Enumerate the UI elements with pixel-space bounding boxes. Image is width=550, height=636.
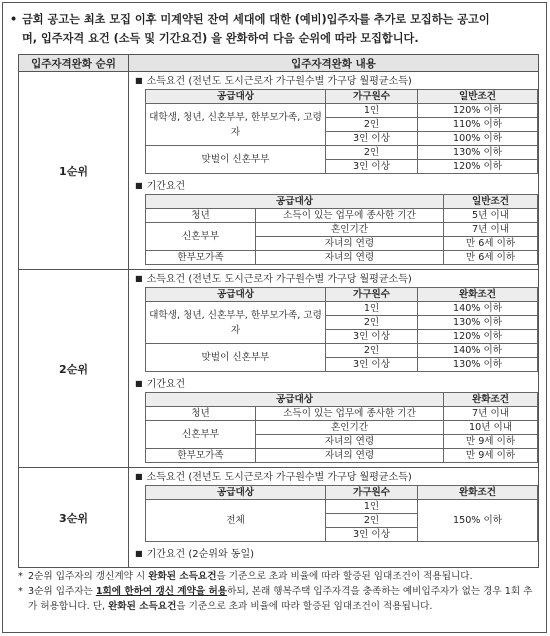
income-condition: 130% 이하 <box>418 316 538 330</box>
rank-1-period-table <box>145 194 538 265</box>
income-condition: 150% 이하 <box>418 500 538 542</box>
income-members: 2인 <box>326 344 418 358</box>
income-target-dual: 맞벌이 신혼부부 <box>146 344 326 372</box>
relaxation-table <box>18 54 539 568</box>
income-condition: 120% 이하 <box>418 160 538 174</box>
income-members: 2인 <box>326 514 418 528</box>
period-desc: 소득이 있는 업무에 종사한 기간 <box>256 209 444 223</box>
square-bullet-icon: ■ <box>135 549 143 558</box>
period-target: 청년 <box>146 209 256 223</box>
square-bullet-icon: ■ <box>135 472 143 481</box>
income-members: 3인 이상 <box>326 358 418 372</box>
rank-2-period-table <box>145 392 538 463</box>
rank-3-content <box>129 468 539 568</box>
col-members: 가구원수 <box>326 486 418 500</box>
intro-line-2: 며, 입주자격 요건 (소득 및 기간요건) 을 완화하여 다음 순위에 따라 모집합니다. <box>22 32 419 45</box>
income-target-group: 대학생, 청년, 신혼부부, 한부모가족, 고령자 <box>146 104 326 146</box>
period-target: 한부모가족 <box>146 251 256 265</box>
footnote-1: * 2순위 입주자의 갱신계약 시 완화된 소득요건을 기준으로 초과 비율에 따라 할증된 임대조건이 적용됩니다. <box>18 571 473 582</box>
col-condition: 일반조건 <box>418 90 538 104</box>
col-target: 공급대상 <box>146 195 444 209</box>
period-target: 신혼부부 <box>146 223 256 251</box>
rank-1-label: 1순위 <box>19 72 129 270</box>
rank-1-income-title: ■ 소득요건 (전년도 도시근로자 가구원수별 가구당 월평균소득) <box>135 76 412 87</box>
income-condition: 120% 이하 <box>418 330 538 344</box>
income-members: 3인 이상 <box>326 528 418 542</box>
income-members: 2인 <box>326 118 418 132</box>
period-target: 청년 <box>146 407 256 421</box>
rank-3-label: 3순위 <box>19 468 129 568</box>
rank-1-income-table <box>145 89 538 174</box>
income-members: 2인 <box>326 316 418 330</box>
col-condition: 일반조건 <box>444 195 538 209</box>
square-bullet-icon: ■ <box>135 274 143 283</box>
header-rank: 입주자격완화 순위 <box>19 55 129 72</box>
intro-paragraph <box>10 10 538 48</box>
period-condition: 7년 이내 <box>444 407 538 421</box>
income-members: 1인 <box>326 104 418 118</box>
period-condition: 10년 이내 <box>444 421 538 435</box>
rank-1-period-title: ■ 기간요건 <box>135 181 186 192</box>
period-condition: 만 9세 이하 <box>444 435 538 449</box>
income-condition: 130% 이하 <box>418 146 538 160</box>
income-condition: 110% 이하 <box>418 118 538 132</box>
rank-3-period-title: ■ 기간요건 (2순위와 동일) <box>135 549 255 560</box>
rank-2-period-title: ■ 기간요건 <box>135 379 186 390</box>
square-bullet-icon: ■ <box>135 379 143 388</box>
col-condition: 완화조건 <box>444 393 538 407</box>
period-condition: 7년 이내 <box>444 223 538 237</box>
asterisk-icon: * <box>18 586 23 597</box>
rank-3-income-table <box>145 485 538 542</box>
period-condition: 5년 이내 <box>444 209 538 223</box>
square-bullet-icon: ■ <box>135 76 143 85</box>
income-condition: 140% 이하 <box>418 344 538 358</box>
income-condition: 140% 이하 <box>418 302 538 316</box>
rank-2-content <box>129 270 539 468</box>
period-desc: 소득이 있는 업무에 종사한 기간 <box>256 407 444 421</box>
income-target-all: 전체 <box>146 500 326 542</box>
income-members: 3인 이상 <box>326 160 418 174</box>
col-members: 가구원수 <box>326 90 418 104</box>
income-members: 3인 이상 <box>326 132 418 146</box>
period-condition: 만 6세 이하 <box>444 251 538 265</box>
period-condition: 만 6세 이하 <box>444 237 538 251</box>
period-desc: 자녀의 연령 <box>256 237 444 251</box>
intro-line-1: 금회 공고는 최초 모집 이후 미계약된 잔여 세대에 대한 (예비)입주자를 추가로 모집하는 공고이 <box>22 13 490 26</box>
rank-3-income-title: ■ 소득요건 (전년도 도시근로자 가구원수별 가구당 월평균소득) <box>135 472 412 483</box>
header-content: 입주자격완화 내용 <box>129 55 539 72</box>
col-target: 공급대상 <box>146 90 326 104</box>
income-condition: 100% 이하 <box>418 132 538 146</box>
col-condition: 완화조건 <box>418 486 538 500</box>
income-target-group: 대학생, 청년, 신혼부부, 한부모가족, 고령자 <box>146 302 326 344</box>
period-desc: 혼인기간 <box>256 421 444 435</box>
period-desc: 자녀의 연령 <box>256 251 444 265</box>
col-target: 공급대상 <box>146 288 326 302</box>
rank-2-label: 2순위 <box>19 270 129 468</box>
income-members: 2인 <box>326 146 418 160</box>
footnotes <box>18 569 538 614</box>
period-desc: 혼인기간 <box>256 223 444 237</box>
period-target: 신혼부부 <box>146 421 256 449</box>
col-members: 가구원수 <box>326 288 418 302</box>
income-members: 1인 <box>326 500 418 514</box>
rank-2-income-title: ■ 소득요건 (전년도 도시근로자 가구원수별 가구당 월평균소득) <box>135 274 412 285</box>
period-desc: 자녀의 연령 <box>256 449 444 463</box>
square-bullet-icon: ■ <box>135 181 143 190</box>
rank-2-income-table <box>145 287 538 372</box>
asterisk-icon: * <box>18 571 23 582</box>
income-condition: 130% 이하 <box>418 358 538 372</box>
income-target-dual: 맞벌이 신혼부부 <box>146 146 326 174</box>
income-members: 1인 <box>326 302 418 316</box>
period-desc: 자녀의 연령 <box>256 435 444 449</box>
col-target: 공급대상 <box>146 393 444 407</box>
period-condition: 만 9세 이하 <box>444 449 538 463</box>
col-target: 공급대상 <box>146 486 326 500</box>
rank-1-content <box>129 72 539 270</box>
income-condition: 120% 이하 <box>418 104 538 118</box>
period-target: 한부모가족 <box>146 449 256 463</box>
footnote-2: * 3순위 입주자는 1회에 한하여 갱신 계약을 허용하되, 본래 행복주택 입주자격을 충족하는 예비입주자가 없는 경우 1회 추가 허용합니다. 단, 완화된 소득요건을 기준으로 초과 비율에 따라 할증된 임대조건이 적용됩니다. <box>18 586 533 612</box>
intro-bullet: • <box>10 13 18 26</box>
col-condition: 완화조건 <box>418 288 538 302</box>
income-members: 3인 이상 <box>326 330 418 344</box>
